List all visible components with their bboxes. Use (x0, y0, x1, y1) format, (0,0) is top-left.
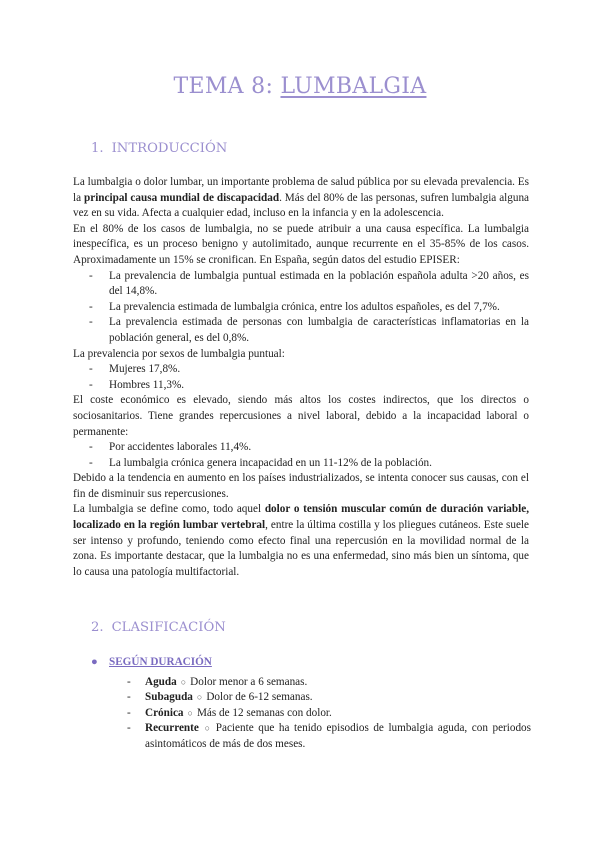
list-item: - La prevalencia estimada de personas con lumbalgia de características inflamatorias en la población general, es del 0,8%. (89, 316, 529, 344)
paragraph: La lumbalgia o dolor lumbar, un importante problema de salud pública por su elevada prevalencia. Es la principal causa mundial de discapacidad. Más del 80% de las personas, sufren lumbalgia alguna vez en su vida. Afecta a cualquier edad, incluso en la infancia y en la adolescencia. (73, 176, 530, 220)
list-item: - Aguda ○ Dolor menor a 6 semanas. (127, 675, 308, 688)
prevalence-list (73, 269, 529, 347)
paragraph: El coste económico es elevado, siendo más altos los costes indirectos, que los directos o sociosanitarios. Tiene grandes repercusiones a nivel laboral, debido a la incapacidad laboral o permanente: (73, 394, 529, 438)
sex-prevalence-list (73, 362, 529, 393)
paragraph: La lumbalgia se define como, todo aquel dolor o tensión muscular común de duración variable, localizado en la región lumbar vertebral, entre la última costilla y los pliegues cutáneos. Este suele ser intenso y profundo, teniendo como efecto final una repercusión en la movilidad normal de la zona. Es importante destacar, que la lumbalgia no es una enfermedad, sino más bien un síntoma, que lo causa una patología multifactorial. (73, 503, 529, 578)
list-item: - Recurrente ○ Paciente que ha tenido episodios de lumbalgia aguda, con periodos asintomáticos de más de dos meses. (127, 722, 532, 750)
paragraph: En el 80% de los casos de lumbalgia, no se puede atribuir a una causa específica. La lumbalgia inespecífica, es un proceso benigno y autolimitado, aunque recurrente en el 35-85% de los casos. Aproximadamente un 15% se cronifican. En España, según datos del estudio EPISER: (73, 222, 529, 266)
introduccion-body (73, 175, 529, 580)
list-item: - Por accidentes laborales 11,4%. (89, 441, 252, 454)
list-item: - Hombres 11,3%. (89, 378, 185, 391)
group-label: ● SEGÚN DURACIÓN (91, 655, 531, 671)
clasificacion-list (91, 655, 531, 753)
section-number: 2. (91, 620, 104, 635)
title-main: LUMBALGIA (280, 74, 427, 99)
duration-items (91, 675, 531, 753)
title-prefix: TEMA 8: (173, 74, 281, 99)
paragraph: La prevalencia por sexos de lumbalgia puntual: (73, 347, 285, 360)
list-item: - La prevalencia estimada de lumbalgia crónica, entre los adultos españoles, es del 7,7%. (89, 300, 500, 313)
list-item: - La lumbalgia crónica genera incapacidad en un 11-12% de la población. (89, 456, 432, 469)
section-number: 1. (91, 141, 104, 156)
circle-bullet-icon: ○ (180, 676, 187, 687)
circle-bullet-icon: ○ (196, 692, 203, 703)
paragraph: Debido a la tendencia en aumento en los países industrializados, se intenta conocer sus causas, con el fin de disminuir sus repercusiones. (73, 472, 529, 500)
circle-bullet-icon: ○ (187, 707, 193, 718)
section-title: INTRODUCCIÓN (111, 141, 228, 156)
page-title (0, 74, 600, 99)
incapacity-list (73, 440, 529, 471)
list-item: - Crónica ○ Más de 12 semanas con dolor. (127, 706, 332, 719)
section-heading-clasificacion (91, 620, 226, 635)
list-item: - Subaguda ○ Dolor de 6-12 semanas. (127, 691, 313, 704)
circle-bullet-icon: ○ (202, 723, 212, 734)
list-item: - Mujeres 17,8%. (89, 363, 181, 376)
section-heading-introduccion (91, 141, 227, 156)
list-item: - La prevalencia de lumbalgia puntual estimada en la población española adulta >20 años, es del 14,8%. (89, 269, 529, 298)
bullet-icon: ● (91, 656, 98, 668)
section-title: CLASIFICACIÓN (111, 620, 226, 635)
